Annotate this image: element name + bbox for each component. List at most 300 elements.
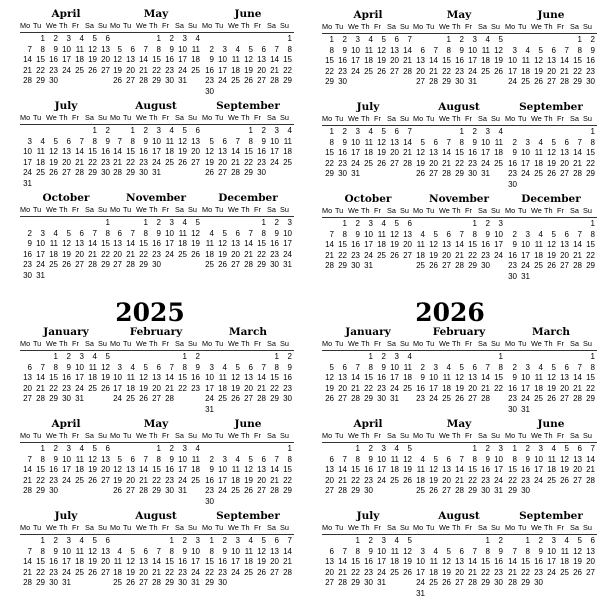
month-block (505, 418, 597, 497)
day-grid (202, 218, 294, 271)
day-cell: 17 (534, 465, 543, 474)
month-block (322, 418, 414, 497)
day-cell: 8 (590, 137, 595, 147)
day-cell: 17 (429, 383, 438, 393)
day-cell: 1 (329, 127, 334, 136)
weekday-label: Sa (175, 523, 184, 532)
day-cell: 3 (355, 127, 360, 136)
day-cell: 30 (508, 179, 517, 189)
day-cell: 19 (560, 465, 569, 474)
day-cell: 22 (351, 475, 360, 485)
day-cell: 4 (235, 454, 240, 464)
day-cell: 17 (508, 66, 517, 76)
day-cell: 7 (235, 136, 240, 146)
empty-day-cell (426, 219, 439, 230)
weekday-label: Th (59, 339, 68, 348)
day-cell: 31 (390, 394, 399, 403)
day-cell: 6 (27, 362, 32, 372)
day-cell: 10 (218, 55, 227, 64)
day-grid (202, 34, 294, 97)
weekday-label: We (439, 114, 450, 123)
weekday-label: Su (491, 114, 500, 123)
day-cell: 8 (53, 362, 58, 372)
day-cell: 21 (152, 567, 161, 577)
day-cell: 18 (403, 373, 412, 382)
day-cell: 6 (407, 219, 412, 228)
weekday-label: Tu (215, 523, 224, 532)
day-cell: 23 (23, 260, 32, 269)
day-cell: 29 (325, 77, 334, 86)
day-cell: 1 (40, 536, 45, 545)
day-cell: 9 (512, 148, 517, 157)
weekday-label: Th (544, 206, 553, 215)
day-cell: 7 (577, 362, 582, 372)
empty-day-cell (33, 126, 46, 137)
day-grid (505, 352, 597, 415)
weekday-label: Sa (267, 339, 276, 348)
day-cell: 25 (75, 65, 84, 75)
day-cell: 4 (394, 444, 399, 453)
day-cell: 7 (577, 137, 582, 147)
day-cell: 24 (283, 249, 292, 259)
day-cell: 20 (75, 249, 84, 259)
day-cell: 25 (191, 475, 200, 485)
day-cell: 20 (455, 567, 464, 577)
day-cell: 25 (429, 578, 438, 587)
weekday-label: Sa (570, 206, 579, 215)
day-cell: 3 (394, 352, 399, 361)
day-cell: 14 (23, 465, 32, 474)
day-cell: 2 (342, 35, 347, 44)
day-cell: 14 (468, 557, 477, 566)
weekday-label: Sa (570, 431, 579, 440)
day-cell: 17 (113, 383, 122, 393)
day-cell: 3 (485, 127, 490, 136)
day-cell: 20 (338, 383, 347, 393)
weekday-label: Th (361, 114, 370, 123)
day-cell: 5 (117, 44, 122, 54)
weekday-label: Tu (335, 22, 344, 31)
day-cell: 20 (560, 250, 569, 260)
month-block (20, 510, 112, 589)
empty-day-cell (123, 536, 136, 547)
day-cell: 31 (62, 578, 71, 587)
day-grid (505, 35, 597, 88)
day-cell: 13 (325, 557, 334, 566)
weekday-label: Fr (254, 113, 261, 122)
day-cell: 16 (481, 240, 490, 249)
empty-day-cell (322, 352, 335, 363)
day-cell: 7 (27, 454, 32, 464)
weekday-label: Fr (254, 21, 261, 30)
day-cell: 9 (195, 362, 200, 372)
day-cell: 15 (165, 557, 174, 566)
day-cell: 29 (49, 394, 58, 403)
day-cell: 14 (139, 465, 148, 474)
weekday-label: Mo (322, 114, 333, 123)
day-cell: 14 (75, 147, 84, 156)
weekday-label: Su (188, 339, 197, 348)
day-cell: 10 (152, 136, 161, 146)
day-cell: 22 (455, 158, 464, 168)
day-cell: 11 (429, 557, 438, 566)
day-cell: 29 (36, 578, 45, 587)
weekday-label: Fr (465, 22, 472, 31)
day-cell: 13 (244, 373, 253, 382)
day-cell: 11 (521, 56, 530, 65)
day-cell: 9 (525, 454, 530, 464)
day-cell: 24 (231, 567, 240, 577)
empty-day-cell (72, 126, 85, 137)
day-cell: 1 (590, 127, 595, 136)
day-cell: 9 (342, 137, 347, 147)
empty-day-cell (110, 34, 123, 45)
day-cell: 3 (538, 444, 543, 453)
day-cell: 20 (573, 465, 582, 474)
day-cell: 7 (485, 362, 490, 372)
day-cell: 13 (338, 373, 347, 382)
day-cell: 1 (577, 35, 582, 44)
day-cell: 2 (459, 35, 464, 44)
weekday-label: Su (188, 205, 197, 214)
weekday-label: Fr (374, 339, 381, 348)
day-cell: 2 (368, 444, 373, 453)
day-cell: 15 (283, 465, 292, 474)
day-cell: 21 (338, 567, 347, 577)
day-cell: 3 (525, 362, 530, 372)
day-cell: 9 (105, 136, 110, 146)
day-cell: 30 (351, 261, 360, 270)
day-cell: 19 (416, 158, 425, 168)
day-cell: 28 (338, 486, 347, 495)
day-cell: 1 (169, 536, 174, 545)
day-cell: 23 (205, 486, 214, 495)
day-grid (110, 444, 202, 497)
day-cell: 13 (191, 136, 200, 146)
day-cell: 18 (191, 465, 200, 474)
day-cell: 9 (420, 373, 425, 382)
empty-day-cell (465, 352, 478, 363)
day-cell: 14 (508, 557, 517, 566)
day-cell: 23 (165, 65, 174, 75)
day-cell: 17 (62, 55, 71, 64)
weekday-header (413, 114, 505, 126)
empty-day-cell (544, 35, 557, 46)
day-cell: 16 (338, 148, 347, 157)
empty-day-cell (136, 444, 149, 455)
day-cell: 7 (130, 228, 135, 238)
day-cell: 8 (512, 454, 517, 464)
day-cell: 23 (351, 250, 360, 260)
day-cell: 11 (283, 136, 292, 146)
day-cell: 13 (468, 373, 477, 382)
day-cell: 12 (416, 148, 425, 157)
day-cell: 15 (494, 373, 503, 382)
day-cell: 22 (244, 157, 253, 167)
empty-day-cell (413, 536, 426, 547)
day-cell: 16 (455, 56, 464, 65)
month-block (20, 8, 112, 87)
day-cell: 11 (75, 44, 84, 54)
day-cell: 13 (257, 55, 266, 64)
day-cell: 31 (364, 261, 373, 270)
day-cell: 13 (442, 465, 451, 474)
day-cell: 4 (564, 536, 569, 545)
weekday-label: Sa (387, 431, 396, 440)
day-grid (322, 352, 414, 405)
day-cell: 29 (101, 260, 110, 269)
empty-day-cell (348, 352, 361, 363)
day-cell: 26 (88, 475, 97, 485)
day-cell: 5 (446, 546, 451, 556)
day-cell: 22 (442, 66, 451, 76)
day-cell: 19 (113, 65, 122, 75)
day-cell: 6 (472, 362, 477, 372)
month-block (202, 418, 294, 507)
day-cell: 10 (416, 557, 425, 566)
empty-day-cell (123, 34, 136, 45)
day-cell: 18 (416, 250, 425, 260)
day-cell: 7 (79, 136, 84, 146)
month-name: September (519, 510, 583, 522)
day-cell: 21 (403, 148, 412, 157)
day-cell: 22 (468, 475, 477, 485)
empty-day-cell (557, 127, 570, 138)
weekday-label: Sa (175, 431, 184, 440)
day-cell: 7 (564, 45, 569, 55)
day-cell: 5 (92, 536, 97, 545)
weekday-label: Fr (72, 113, 79, 122)
day-cell: 10 (377, 546, 386, 556)
weekday-label: Fr (254, 205, 261, 214)
day-cell: 15 (257, 239, 266, 248)
month-block (413, 510, 505, 599)
day-cell: 4 (368, 35, 373, 44)
weekday-label: Th (361, 22, 370, 31)
weekday-header (505, 114, 597, 126)
day-cell: 27 (218, 168, 227, 177)
day-cell: 18 (494, 148, 503, 157)
day-grid (20, 126, 112, 189)
day-cell: 20 (139, 567, 148, 577)
day-cell: 23 (494, 567, 503, 577)
month-block (413, 9, 505, 88)
day-cell: 13 (403, 229, 412, 239)
day-cell: 29 (573, 77, 582, 86)
day-cell: 26 (547, 261, 556, 270)
day-cell: 13 (455, 557, 464, 566)
weekday-label: Sa (478, 114, 487, 123)
day-cell: 9 (498, 546, 503, 556)
weekday-label: Fr (72, 431, 79, 440)
day-cell: 13 (23, 373, 32, 382)
empty-day-cell (452, 444, 465, 455)
empty-day-cell (439, 444, 452, 455)
empty-day-cell (557, 35, 570, 46)
day-cell: 23 (508, 394, 517, 403)
month-block (505, 101, 597, 190)
day-cell: 25 (88, 383, 97, 393)
day-cell: 17 (152, 147, 161, 156)
day-cell: 24 (178, 475, 187, 485)
day-cell: 12 (218, 239, 227, 248)
day-cell: 4 (79, 444, 84, 453)
day-cell: 14 (338, 465, 347, 474)
day-cell: 6 (248, 362, 253, 372)
empty-day-cell (254, 34, 267, 45)
day-cell: 23 (270, 249, 279, 259)
day-cell: 28 (508, 578, 517, 587)
day-cell: 26 (88, 567, 97, 577)
day-grid (20, 536, 112, 589)
empty-day-cell (267, 34, 280, 45)
day-cell: 6 (130, 454, 135, 464)
day-cell: 20 (325, 567, 334, 577)
day-cell: 16 (534, 557, 543, 566)
weekday-label: Th (452, 22, 461, 31)
weekday-label: Mo (110, 523, 121, 532)
weekday-label: We (439, 339, 450, 348)
day-cell: 20 (442, 475, 451, 485)
day-cell: 26 (377, 158, 386, 168)
day-cell: 21 (338, 475, 347, 485)
day-cell: 29 (205, 578, 214, 587)
day-cell: 17 (521, 158, 530, 168)
day-cell: 21 (586, 465, 595, 474)
day-cell: 29 (442, 77, 451, 86)
day-cell: 29 (88, 168, 97, 177)
day-cell: 24 (191, 567, 200, 577)
day-cell: 1 (459, 127, 464, 136)
day-cell: 19 (429, 475, 438, 485)
day-cell: 25 (113, 578, 122, 587)
day-cell: 27 (468, 394, 477, 403)
day-cell: 13 (101, 546, 110, 556)
day-cell: 19 (88, 465, 97, 474)
day-cell: 9 (342, 45, 347, 55)
empty-day-cell (544, 352, 557, 363)
day-cell: 17 (494, 240, 503, 249)
empty-day-cell (452, 352, 465, 363)
day-cell: 5 (433, 454, 438, 464)
weekday-label: Mo (322, 22, 333, 31)
day-cell: 6 (564, 229, 569, 239)
day-cell: 23 (218, 567, 227, 577)
day-cell: 27 (560, 394, 569, 403)
weekday-label: Sa (478, 431, 487, 440)
day-cell: 18 (49, 249, 58, 259)
day-grid (110, 34, 202, 87)
day-cell: 18 (75, 557, 84, 566)
day-cell: 15 (351, 557, 360, 566)
calendar-2026-panel (300, 0, 600, 600)
day-cell: 8 (182, 362, 187, 372)
weekday-label: Fr (557, 114, 564, 123)
day-cell: 1 (130, 126, 135, 135)
day-cell: 2 (27, 228, 32, 238)
day-cell: 30 (23, 270, 32, 280)
day-cell: 20 (101, 557, 110, 566)
weekday-label: Mo (505, 339, 516, 348)
day-cell: 8 (169, 546, 174, 556)
day-cell: 6 (342, 362, 347, 372)
day-cell: 18 (534, 250, 543, 260)
day-cell: 13 (139, 557, 148, 566)
day-cell: 11 (191, 454, 200, 464)
day-cell: 11 (75, 546, 84, 556)
day-cell: 1 (472, 444, 477, 453)
day-cell: 26 (560, 475, 569, 485)
day-grid (413, 444, 505, 497)
weekday-label: Fr (374, 206, 381, 215)
empty-day-cell (267, 444, 280, 455)
day-cell: 19 (403, 465, 412, 474)
day-cell: 27 (547, 77, 556, 86)
day-cell: 23 (152, 249, 161, 259)
day-cell: 26 (416, 169, 425, 178)
day-cell: 17 (178, 465, 187, 474)
day-cell: 24 (494, 250, 503, 260)
day-cell: 4 (368, 127, 373, 136)
day-cell: 19 (377, 148, 386, 157)
empty-day-cell (136, 34, 149, 45)
day-cell: 4 (420, 229, 425, 239)
weekday-header (322, 523, 414, 535)
day-cell: 30 (152, 260, 161, 269)
day-cell: 30 (586, 77, 595, 86)
month-block (413, 326, 505, 405)
day-cell: 3 (156, 126, 161, 135)
day-cell: 12 (325, 373, 334, 382)
month-block (505, 193, 597, 282)
day-cell: 15 (49, 373, 58, 382)
day-cell: 1 (287, 444, 292, 453)
day-cell: 23 (377, 383, 386, 393)
day-cell: 11 (534, 240, 543, 249)
day-cell: 14 (429, 56, 438, 65)
day-cell: 1 (92, 126, 97, 135)
weekday-header (505, 22, 597, 34)
weekday-label: We (348, 523, 359, 532)
day-cell: 29 (351, 486, 360, 495)
day-cell: 28 (139, 486, 148, 495)
month-block (110, 510, 202, 589)
weekday-label: Tu (518, 431, 527, 440)
weekday-label: Su (583, 206, 592, 215)
day-cell: 12 (377, 45, 386, 55)
month-name: May (143, 8, 169, 20)
day-cell: 18 (75, 55, 84, 64)
day-cell: 10 (218, 465, 227, 474)
day-cell: 25 (205, 260, 214, 269)
day-cell: 5 (407, 536, 412, 545)
month-name: December (521, 193, 581, 205)
day-cell: 29 (468, 261, 477, 270)
day-cell: 3 (498, 219, 503, 228)
day-cell: 1 (53, 352, 58, 361)
day-cell: 22 (101, 249, 110, 259)
day-cell: 5 (235, 362, 240, 372)
empty-day-cell (426, 444, 439, 455)
day-cell: 15 (139, 239, 148, 248)
day-cell: 21 (139, 475, 148, 485)
day-cell: 2 (485, 444, 490, 453)
day-cell: 28 (36, 394, 45, 403)
day-cell: 28 (23, 578, 32, 587)
day-cell: 22 (126, 157, 135, 167)
day-cell: 4 (287, 126, 292, 135)
day-cell: 9 (512, 373, 517, 382)
